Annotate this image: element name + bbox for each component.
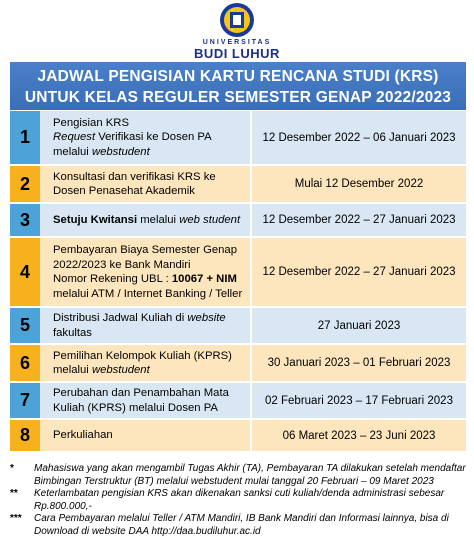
desc-text: melalui — [53, 364, 92, 376]
footnote — [10, 488, 466, 513]
desc-line: Dosen Penasehat Akademik — [53, 185, 195, 197]
desc-line: Pembayaran Biaya Semester Genap — [53, 244, 237, 256]
title-line-1: JADWAL PENGISIAN KARTU RENCANA STUDI (KRS) — [37, 68, 439, 85]
university-name: BUDI LUHUR — [194, 46, 280, 61]
row-number: 2 — [10, 166, 40, 202]
desc-line — [53, 130, 244, 145]
row-date: 12 Desember 2022 – 27 Januari 2023 — [250, 238, 466, 306]
title-line-2: UNTUK KELAS REGULER SEMESTER GENAP 2022/2023 — [24, 89, 452, 106]
footnote — [10, 463, 466, 488]
desc-italic: web student — [179, 213, 241, 226]
desc-line: melalui ATM / Internet Banking / Teller — [53, 287, 243, 300]
desc-line: Kuliah (KPRS) melalui Dosen PA — [53, 401, 218, 414]
row-number: 5 — [10, 308, 40, 343]
desc-italic: webstudent — [91, 364, 150, 376]
schedule-row — [10, 420, 466, 453]
row-description — [40, 238, 250, 306]
row-description — [40, 420, 250, 451]
desc-line — [53, 272, 244, 287]
schedule-row — [10, 345, 466, 383]
university-logo — [180, 2, 294, 60]
footnote — [10, 513, 466, 538]
desc-line: fakultas — [53, 326, 92, 339]
schedule-row — [10, 204, 466, 238]
desc-italic: Request — [53, 131, 96, 144]
footnote-marker: * — [10, 463, 14, 474]
schedule-table — [10, 111, 466, 453]
footnote-text: Keterlambatan pengisian KRS akan dikenakan sanksi cuti kuliah/denda administrasi sebesar Rp.800.000,- — [34, 488, 445, 512]
footnotes — [10, 463, 466, 538]
row-number: 8 — [10, 420, 40, 451]
page-title — [10, 62, 466, 110]
desc-text: Distribusi Jadwal Kuliah di — [53, 312, 188, 324]
desc-line — [53, 145, 244, 160]
row-date: 02 Februari 2023 – 17 Februari 2023 — [250, 383, 466, 418]
row-date: 06 Maret 2023 – 23 Juni 2023 — [250, 420, 466, 451]
desc-line: Pemilihan Kelompok Kuliah (KPRS) — [53, 349, 232, 362]
row-description — [40, 204, 250, 236]
row-date: Mulai 12 Desember 2022 — [250, 166, 466, 202]
desc-line — [53, 213, 244, 228]
row-number: 1 — [10, 111, 40, 164]
row-number: 3 — [10, 204, 40, 236]
footnote-text: Mahasiswa yang akan mengambil Tugas Akhir (TA), Pembayaran TA dilakukan setelah mendaftar Bimbingan Terstruktur (BT) melalui webstudent mulai tanggal 20 Februari – 09 Maret 2023 — [34, 463, 466, 487]
footnote-marker: ** — [10, 488, 18, 499]
row-number: 4 — [10, 238, 40, 306]
footnote-text: Cara Pembayaran melalui Teller / ATM Mandiri, IB Bank Mandiri dan Informasi lainnya, bisa di Download di website DAA http://daa.budiluhur.ac.id — [34, 513, 449, 537]
desc-text: melalui — [137, 213, 180, 226]
row-date: 12 Desember 2022 – 06 Januari 2023 — [250, 111, 466, 164]
schedule-row — [10, 238, 466, 308]
university-emblem-icon — [219, 2, 255, 38]
schedule-row — [10, 111, 466, 166]
footnote-marker: *** — [10, 513, 22, 524]
row-description — [40, 111, 250, 164]
row-date: 12 Desember 2022 – 27 Januari 2023 — [250, 204, 466, 236]
row-number: 6 — [10, 345, 40, 381]
desc-line: Pengisian KRS — [53, 116, 129, 129]
desc-line: Perkuliahan — [53, 429, 113, 442]
schedule-row — [10, 166, 466, 204]
desc-line: Konsultasi dan verifikasi KRS ke — [53, 170, 216, 183]
schedule-row — [10, 383, 466, 420]
desc-line: 2022/2023 ke Bank Mandiri — [53, 258, 191, 271]
desc-bold: Setuju Kwitansi — [53, 213, 138, 226]
row-description — [40, 383, 250, 418]
row-date: 30 Januari 2023 – 01 Februari 2023 — [250, 345, 466, 381]
desc-bold: 10067 + NIM — [171, 273, 237, 285]
desc-italic: webstudent — [91, 145, 150, 158]
desc-text: melalui — [53, 145, 92, 158]
desc-text: Nomor Rekening UBL : — [53, 273, 172, 285]
row-description — [40, 166, 250, 202]
desc-line — [53, 363, 244, 378]
desc-italic: website — [187, 312, 226, 324]
row-description — [40, 345, 250, 381]
desc-line: Perubahan dan Penambahan Mata — [53, 387, 229, 399]
schedule-row — [10, 308, 466, 345]
desc-text: Verifikasi ke Dosen PA — [95, 131, 212, 144]
row-date: 27 Januari 2023 — [250, 308, 466, 343]
desc-line — [53, 311, 244, 326]
university-label: UNIVERSITAS — [202, 39, 272, 46]
row-description — [40, 308, 250, 343]
row-number: 7 — [10, 383, 40, 418]
